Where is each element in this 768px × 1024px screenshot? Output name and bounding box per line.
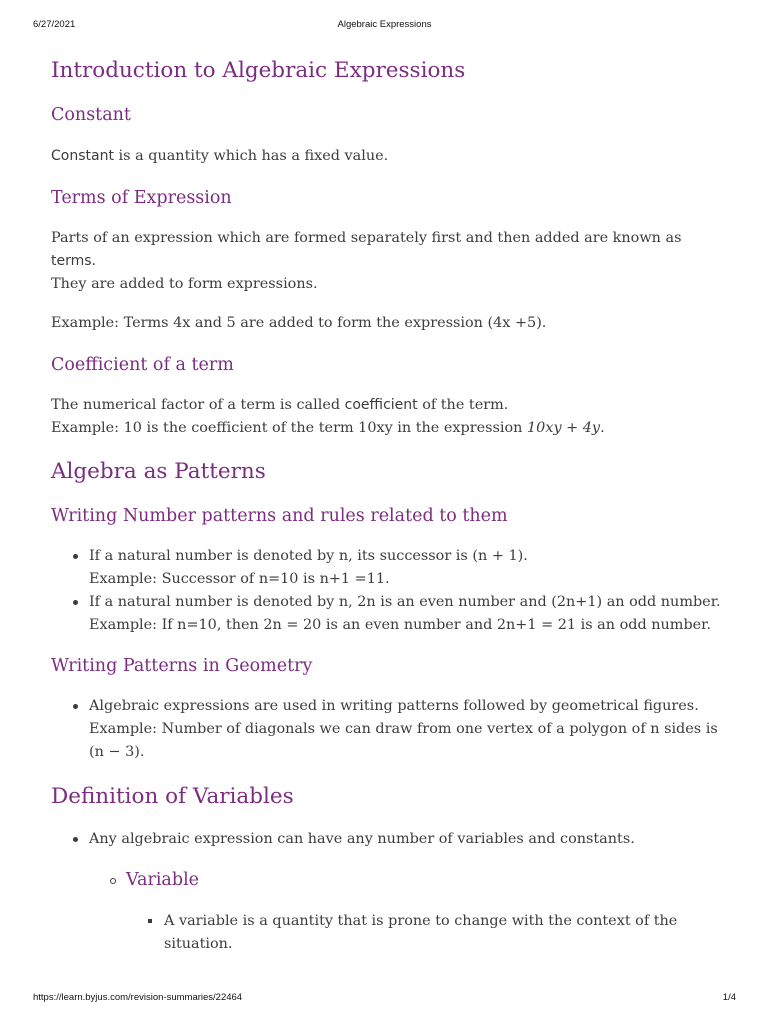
print-title: Algebraic Expressions: [337, 19, 432, 30]
geometry-patterns-heading: Writing Patterns in Geometry: [51, 656, 313, 676]
page-title: Introduction to Algebraic Expressions: [51, 58, 466, 83]
terms-heading: Terms of Expression: [51, 188, 232, 208]
constant-paragraph: Constant is a quantity which has a fixed value.: [51, 148, 389, 164]
coefficient-math: 10xy + 4y: [527, 420, 601, 436]
variable-definition-list: [51, 910, 723, 956]
list-item: If a natural number is denoted by n, its successor is (n + 1). Example: Successor of n=10 is n+1 =11.: [51, 545, 723, 591]
terms-example: Example: Terms 4x and 5 are added to form the expression (4x +5).: [51, 315, 547, 331]
terms-keyword: terms: [51, 253, 92, 269]
coefficient-paragraph: The numerical factor of a term is called coefficient of the term. Example: 10 is the coefficient of the term 10xy in the expression 10xy + 4y.: [51, 397, 605, 436]
list-item: Algebraic expressions are used in writing patterns followed by geometrical figures. Example: Number of diagonals we can draw from one vertex of a polygon of n sides is (n − 3).: [51, 695, 723, 764]
variables-sublist: [51, 867, 723, 893]
coefficient-heading: Coefficient of a term: [51, 355, 234, 375]
constant-heading: Constant: [51, 105, 131, 125]
number-patterns-list: [51, 545, 723, 637]
variables-list: [51, 828, 723, 851]
number-patterns-heading: Writing Number patterns and rules related to them: [51, 506, 508, 526]
print-date: 6/27/2021: [33, 19, 76, 30]
print-footer: [33, 992, 736, 1004]
variables-heading: Definition of Variables: [51, 784, 294, 809]
constant-keyword: Constant: [51, 148, 114, 164]
list-item: A variable is a quantity that is prone to change with the context of the situation.: [51, 910, 723, 956]
geometry-patterns-list: [51, 695, 723, 764]
print-header: [33, 19, 736, 31]
list-item: Any algebraic expression can have any number of variables and constants.: [51, 828, 723, 851]
terms-paragraph: Parts of an expression which are formed separately first and then added are known as terms. They are added to form expressions.: [51, 230, 682, 292]
variable-subheading: Variable: [51, 867, 723, 893]
article-content: [51, 56, 723, 956]
list-item: If a natural number is denoted by n, 2n is an even number and (2n+1) an odd number. Example: If n=10, then 2n = 20 is an even number and 2n+1 = 21 is an odd number.: [51, 591, 723, 637]
coefficient-keyword: coefficient: [344, 397, 418, 413]
page-url: https://learn.byjus.com/revision-summaries/22464: [33, 992, 243, 1003]
patterns-heading: Algebra as Patterns: [51, 459, 266, 484]
page-number: 1/4: [722, 992, 736, 1003]
